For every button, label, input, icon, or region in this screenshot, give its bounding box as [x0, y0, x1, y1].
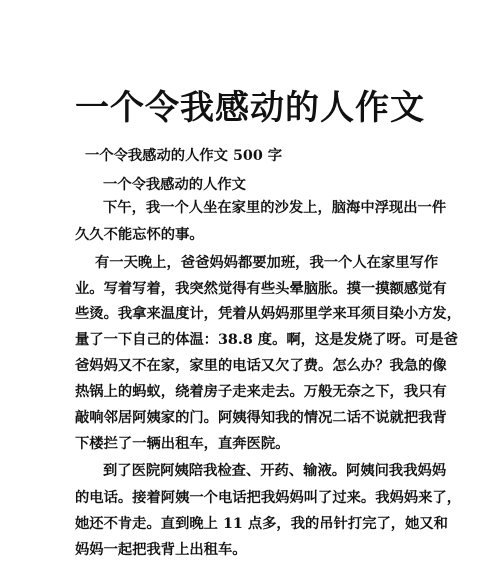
paragraph-line: 下午，我一个人坐在家里的沙发上，脑海中浮现出一件 [103, 200, 447, 216]
paragraph-line: 有一天晚上，爸爸妈妈都要加班，我一个人在家里写作 [95, 255, 439, 271]
document-heading: 一个令我感动的人作文 [103, 177, 246, 193]
paragraph-line: 业。写着写着，我突然觉得有些头晕脑胀。摸一摸额感觉有 [75, 281, 447, 297]
paragraph-line: 的电话。接着阿姨一个电话把我妈妈叫了过来。我妈妈来了， [75, 490, 462, 506]
paragraph-line: 敲响邻居阿姨家的门。阿姨得知我的情况二话不说就把我背 [75, 410, 447, 426]
paragraph-line: 她还不肯走。直到晚上 11 点多，我的吊针打完了，她又和 [75, 516, 448, 532]
paragraph-line: 妈妈一起把我背上出租车。 [75, 542, 247, 558]
paragraph-line: 到了医院阿姨陪我检查、开药、输液。阿姨问我我妈妈 [103, 463, 447, 479]
paragraph-line: 久久不能忘怀的事。 [75, 227, 204, 243]
paragraph-line: 下楼拦了一辆出租车，直奔医院。 [75, 436, 290, 452]
page-title: 一个令我感动的人作文 [75, 88, 425, 128]
document-subtitle: 一个令我感动的人作文 500 字 [85, 148, 283, 164]
paragraph-line: 量了一下自己的体温：38.8 度。啊，这是发烧了呀。可是爸 [75, 332, 458, 348]
paragraph-line: 些烫。我拿来温度计，凭着从妈妈那里学来耳须目染小方发， [75, 306, 462, 322]
paragraph-line: 热锅上的蚂蚁，绕着房子走来走去。万般无奈之下，我只有 [75, 384, 447, 400]
paragraph-line: 爸妈妈又不在家，家里的电话又欠了费。怎么办？我急的像 [75, 358, 447, 374]
